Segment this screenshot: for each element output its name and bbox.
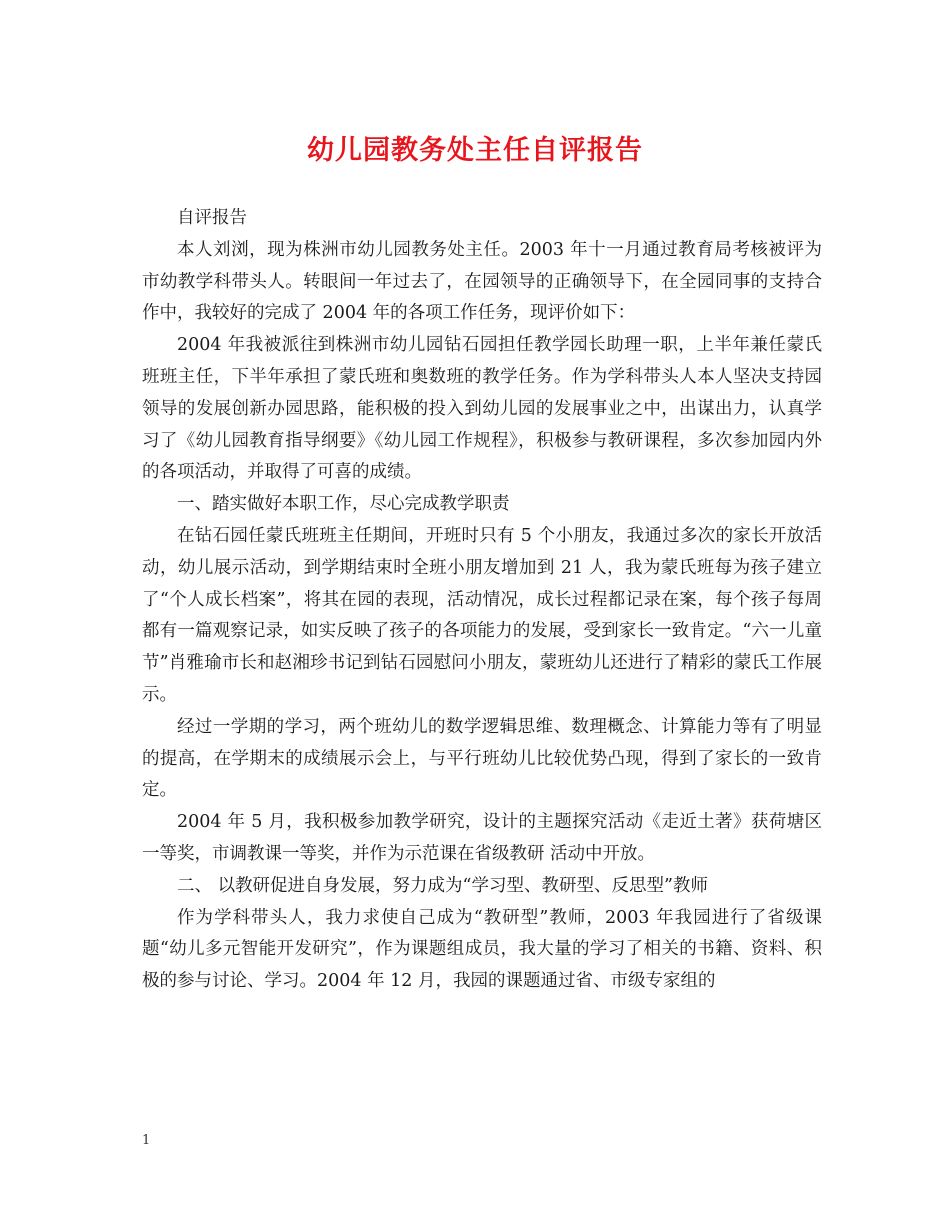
paragraph-math-progress: 经过一学期的学习，两个班幼儿的数学逻辑思维、数理概念、计算能力等有了明显的提高，在学期末的成绩展示会上，与平行班幼儿比较优势凸现，得到了家长的一致肯定。 (142, 716, 822, 801)
section-heading-1: 一、踏实做好本职工作，尽心完成教学职责 (177, 494, 510, 515)
document-body (142, 203, 822, 998)
document-title: 幼儿园教务处主任自评报告 (307, 135, 643, 166)
paragraph-teaching-research: 2004 年 5 月，我积极参加教学研究，设计的主题探究活动《走近土著》获荷塘区一等奖，市调教课一等奖，并作为示范课在省级教研 活动中开放。 (142, 812, 822, 864)
page-number: 1 (142, 1133, 151, 1148)
paragraph-research-teacher: 作为学科带头人，我力求使自己成为“教研型”教师，2003 年我园进行了省级课题“幼儿多元智能开发研究”，作为课题组成员，我大量的学习了相关的书籍、资料、积极的参与讨论、学习。2004 年 12 月，我园的课题通过省、市级专家组的 (142, 907, 822, 992)
paragraph-heading: 自评报告 (177, 208, 247, 228)
paragraph-montessori-class: 在钻石园任蒙氏班班主任期间，开班时只有 5 个小朋友，我通过多次的家长开放活动，幼儿展示活动，到学期结束时全班小朋友增加到 21 人，我为蒙氏班每为孩子建立了“个人成长档案”，将其在园的表现，活动情况，成长过程都记录在案，每个孩子每周都有一篇观察记录，如实反映了孩子的各项能力的发展，受到家长一致肯定。“六一儿童节”肖雅瑜市长和赵湘珍书记到钻石园慰问小朋友，蒙班幼儿还进行了精彩的蒙氏工作展示。 (142, 525, 822, 705)
paragraph-intro: 本人刘浏，现为株洲市幼儿园教务处主任。2003 年十一月通过教育局考核被评为市幼教学科带头人。转眼间一年过去了，在园领导的正确领导下，在全园同事的支持合作中，我较好的完成了 2004 年的各项工作任务，现评价如下： (142, 239, 822, 324)
paragraph-2004-assignment: 2004 年我被派往到株洲市幼儿园钻石园担任教学园长助理一职，上半年兼任蒙氏班班主任，下半年承担了蒙氏班和奥数班的教学任务。作为学科带头人本人坚决支持园领导的发展创新办园思路，能积极的投入到幼儿园的发展事业之中，出谋出力，认真学习了《幼儿园教育指导纲要》《幼儿园工作规程》，积极参与教研课程，多次参加园内外的各项活动，并取得了可喜的成绩。 (142, 335, 822, 483)
section-heading-2: 二、 以教研促进自身发展，努力成为“学习型、教研型、反思型”教师 (177, 875, 708, 896)
